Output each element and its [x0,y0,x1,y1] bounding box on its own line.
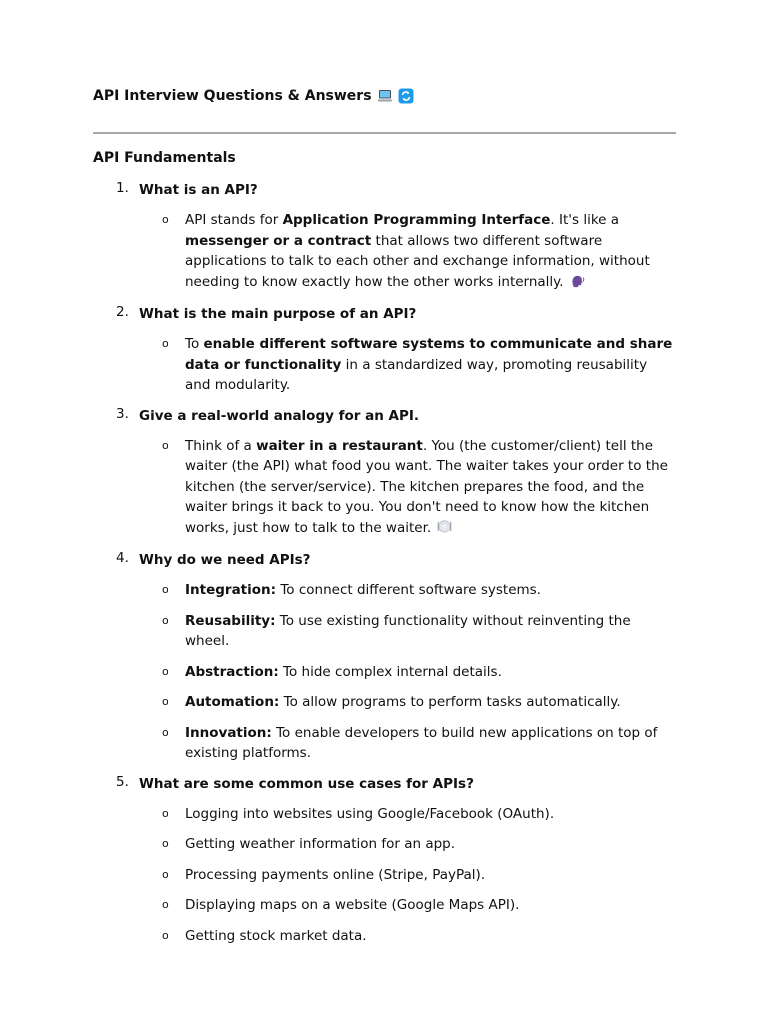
answer-item [162,865,676,886]
answer-text: Displaying maps on a website (Google Maps API). [185,897,520,913]
question-item [93,406,676,541]
answer-list [93,580,676,764]
answer-item [162,692,676,713]
question-number: 5. [116,773,129,790]
document-title-row [93,88,414,104]
answer-text: To [185,336,204,352]
answer-bold-text: enable different software systems to communicate and share data or functionality [185,336,673,373]
answer-list [93,334,676,396]
laptop-icon [377,88,393,104]
question-text: What is an API? [139,182,258,198]
answer-item [162,834,676,855]
answer-text: To allow programs to perform tasks automatically. [279,694,621,710]
answer-text: that allows two different software applications to talk to each other and exchange information, without needing to know exactly how the other works internally. [185,232,650,290]
answer-text: . It's like a [550,212,620,228]
bullet-marker: o [162,213,169,226]
question-number: 4. [116,550,129,566]
bullet-marker: o [162,695,169,708]
speaking-head-icon [570,273,585,295]
bullet-marker: o [162,806,169,820]
answer-item [162,804,676,825]
repeat-icon [398,88,414,104]
horizontal-divider [93,132,676,134]
plate-icon [437,519,452,541]
answer-bold-text: Integration: [185,582,277,598]
bullet-marker: o [162,928,169,942]
question-list [93,180,676,956]
bullet-marker: o [162,583,169,596]
document-title: API Interview Questions & Answers [93,88,372,104]
answer-text: Getting stock market data. [185,927,367,944]
answer-text: Think of a [185,437,257,454]
answer-item [162,334,676,396]
answer-text: To enable developers to build new applications on top of existing platforms. [185,724,658,761]
answer-item [162,662,676,683]
answer-item [162,895,676,916]
bullet-marker: o [162,337,169,350]
answer-text: . You (the customer/client) tell the waiter (the API) what food you want. The waiter takes your order to the kitchen (the server/service). The kitchen prepares the food, and the waiter brings it back to you. You don't need to know how the kitchen works, just how to talk to the waiter. [185,437,668,536]
answer-text: API stands for [185,212,283,228]
answer-bold-text: Automation: [185,694,280,710]
answer-item [162,611,676,652]
bullet-marker: o [162,867,169,881]
answer-item [162,210,676,294]
answer-bold-text: Application Programming Interface [282,212,551,228]
question-item [93,180,676,294]
answer-list [93,210,676,294]
question-number: 3. [116,405,129,422]
answer-bold-text: messenger or a contract [185,232,372,249]
answer-text: Processing payments online (Stripe, PayPal). [185,866,486,883]
bullet-marker: o [162,438,169,452]
question-number: 1. [116,180,129,196]
question-text: What are some common use cases for APIs? [139,775,474,792]
question-item [93,550,676,764]
answer-bold-text: waiter in a restaurant [256,437,423,454]
answer-text: Logging into websites using Google/Facebook (OAuth). [185,805,555,822]
answer-text: To hide complex internal details. [278,663,502,680]
bullet-marker: o [162,837,169,850]
question-number: 2. [116,304,129,320]
question-text: Give a real-world analogy for an API. [139,407,420,424]
question-text: Why do we need APIs? [139,552,311,568]
answer-item [162,926,676,947]
bullet-marker: o [162,613,169,627]
bullet-marker: o [162,664,169,678]
bullet-marker: o [162,725,169,739]
question-text: What is the main purpose of an API? [139,306,417,322]
bullet-marker: o [162,898,169,911]
question-item [93,304,676,396]
answer-list [93,804,676,947]
answer-bold-text: Innovation: [185,724,272,741]
answer-bold-text: Reusability: [185,612,276,629]
answer-text: To use existing functionality without reinventing the wheel. [185,612,631,649]
answer-item [162,436,676,541]
answer-list [93,436,676,541]
answer-text: in a standardized way, promoting reusability and modularity. [185,356,648,393]
question-item [93,774,676,947]
section-heading: API Fundamentals [93,150,236,166]
answer-text: To connect different software systems. [276,582,541,598]
answer-item [162,723,676,764]
answer-item [162,580,676,601]
answer-text: Getting weather information for an app. [185,836,456,852]
answer-bold-text: Abstraction: [185,663,279,680]
